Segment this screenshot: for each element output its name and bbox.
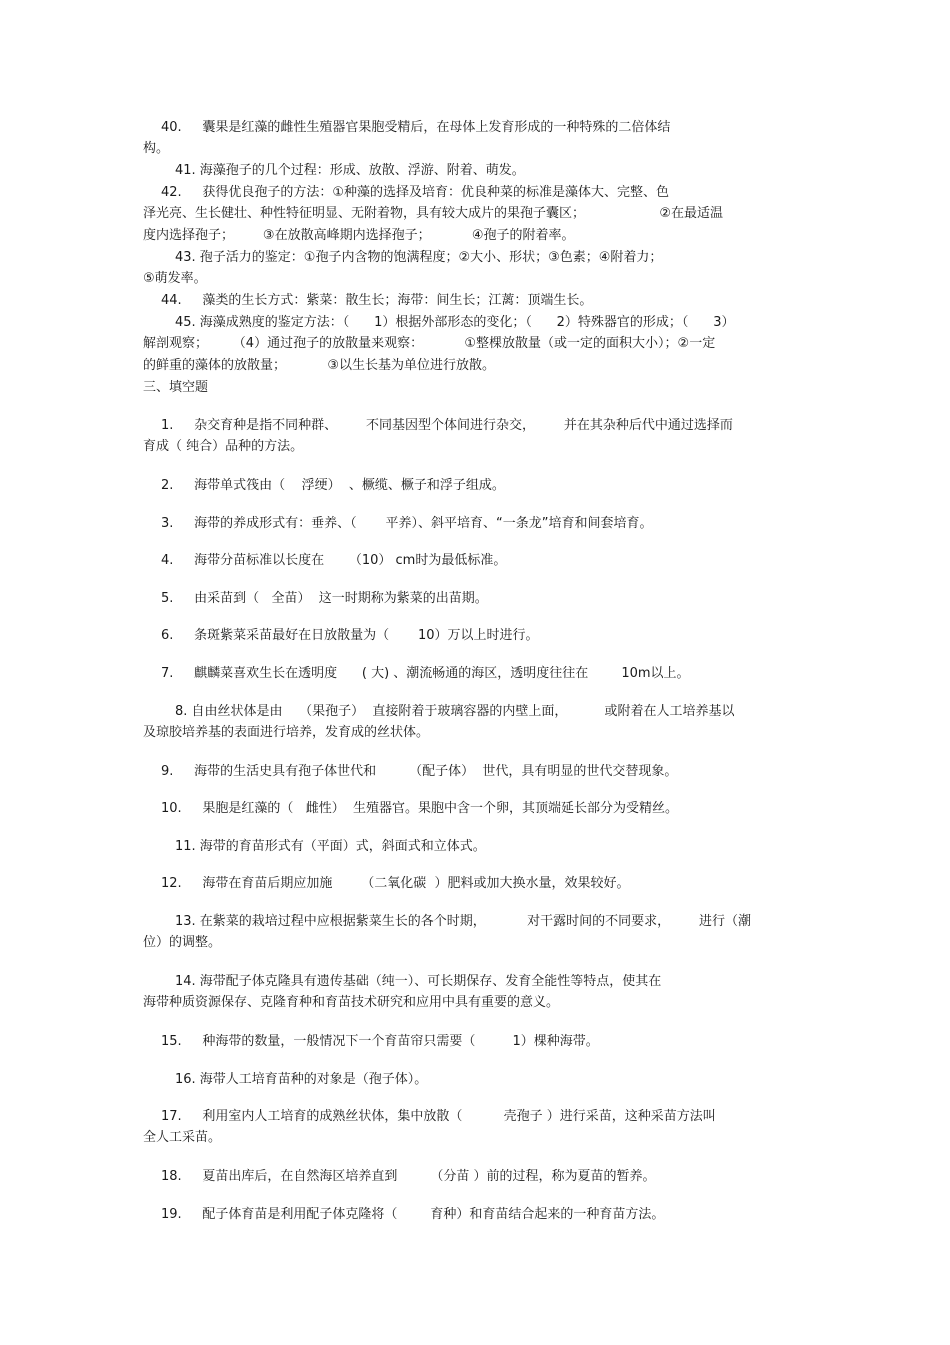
item-43-line-2: ⑤萌发率。 [143,271,207,286]
blank-item-10: 10. 果胞是红藻的（ 雌性） 生殖器官。果胞中含一个卵，其顶端延长部分为受精丝。 [161,801,678,816]
blank-item-13-line-2: 位）的调整。 [143,935,222,950]
blank-item-4: 4. 海带分苗标准以长度在 （10） cm时为最低标准。 [161,553,507,568]
blank-item-12: 12. 海带在育苗后期应加施 （二氧化碳 ）肥料或加大换水量，效果较好。 [161,876,630,891]
item-40-line-1: 40. 囊果是红藻的雌性生殖器官果胞受精后，在母体上发育形成的一种特殊的二倍体结 [161,120,671,135]
item-42-line-2: 泽光亮、生长健壮、种性特征明显、无附着物，具有较大成片的果孢子囊区； ②在最适温 [143,206,724,221]
blank-item-9: 9. 海带的生活史具有孢子体世代和 （配子体） 世代，具有明显的世代交替现象。 [161,764,678,779]
blank-item-2: 2. 海带单式筏由（ 浮绠） 、橛缆、橛子和浮子组成。 [161,478,505,493]
blank-item-8-line-2: 及琼胶培养基的表面进行培养，发育成的丝状体。 [143,725,430,740]
blank-item-1-line-2: 育成（ 纯合）品种的方法。 [143,439,304,454]
item-45-line-3: 的鲜重的藻体的放散量； ③以生长基为单位进行放散。 [143,358,495,373]
blank-item-11: 11. 海带的育苗形式有（平面）式，斜面式和立体式。 [175,839,486,854]
item-45-line-2: 解剖观察； （4）通过孢子的放散量来观察： ①整棵放散量（或一定的面积大小）；②一定 [143,336,716,351]
blank-item-6: 6. 条斑紫菜采苗最好在日放散量为（ 10）万以上时进行。 [161,628,539,643]
item-42-line-3: 度内选择孢子； ③在放散高峰期内选择孢子； ④孢子的附着率。 [143,228,575,243]
blank-item-15: 15. 种海带的数量，一般情况下一个育苗帘只需要（ 1）棵种海带。 [161,1034,599,1049]
item-40-line-2: 构。 [143,141,170,156]
blank-item-19: 19. 配子体育苗是利用配子体克隆将（ 育种）和育苗结合起来的一种育苗方法。 [161,1207,665,1222]
item-44-line-1: 44. 藻类的生长方式：紫菜：散生长；海带：间生长；江蓠：顶端生长。 [161,293,593,308]
blank-item-14-line-1: 14. 海带配子体克隆具有遗传基础（纯一）、可长期保存、发育全能性等特点，使其在 [175,974,662,989]
blank-item-8-line-1: 8. 自由丝状体是由 （果孢子） 直接附着于玻璃容器的内壁上面， 或附着在人工培养基以 [175,704,735,719]
item-42-line-1: 42. 获得优良孢子的方法：①种藻的选择及培育：优良种菜的标准是藻体大、完整、色 [161,185,669,200]
blank-item-7: 7. 麒麟菜喜欢生长在透明度 ( 大) 、潮流畅通的海区，透明度往往在 10m以上。 [161,666,690,681]
blank-item-14-line-2: 海带种质资源保存、克隆育种和育苗技术研究和应用中具有重要的意义。 [143,995,560,1010]
blank-item-17-line-2: 全人工采苗。 [143,1130,222,1145]
blank-item-13-line-1: 13. 在紫菜的栽培过程中应根据紫菜生长的各个时期， 对干露时间的不同要求， 进行（潮 [175,914,752,929]
blank-item-3: 3. 海带的养成形式有：垂养、（ 平养）、斜平培育、“一条龙”培育和间套培育。 [161,516,653,531]
blank-item-16: 16. 海带人工培育苗种的对象是（孢子体）。 [175,1072,428,1087]
item-45-line-1: 45. 海藻成熟度的鉴定方法：（ 1）根据外部形态的变化；（ 2）特殊器官的形成；（ 3） [175,315,735,330]
blank-item-17-line-1: 17. 利用室内人工培育的成熟丝状体，集中放散（ 壳孢子 ）进行采苗，这种采苗方法叫 [161,1109,716,1124]
blank-item-5: 5. 由采苗到（ 全苗） 这一时期称为紫菜的出苗期。 [161,591,488,606]
item-43-line-1: 43. 孢子活力的鉴定：①孢子内含物的饱满程度；②大小、形状；③色素；④附着力； [175,250,663,265]
section-heading: 三、填空题 [143,380,209,395]
blank-item-18: 18. 夏苗出库后，在自然海区培养直到 （分苗 ）前的过程，称为夏苗的暂养。 [161,1169,656,1184]
document-page [143,0,813,1345]
blank-item-1-line-1: 1. 杂交育种是指不同种群、 不同基因型个体间进行杂交， 并在其杂种后代中通过选择而 [161,418,733,433]
item-41-line-1: 41. 海藻孢子的几个过程：形成、放散、浮游、附着、萌发。 [175,163,525,178]
